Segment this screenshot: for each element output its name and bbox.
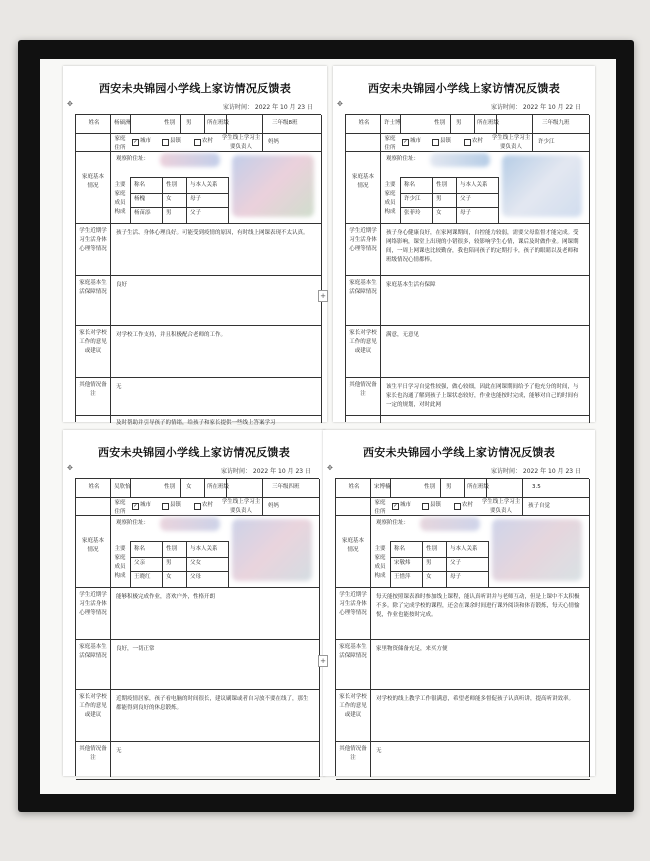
row-label: 家长对学校工作的意见或建议 [79, 330, 107, 354]
table-rule [130, 541, 228, 542]
family-basics-label: 家庭基本情况 [351, 174, 374, 189]
student-label: 姓名 [348, 484, 360, 490]
table-rule [110, 115, 111, 423]
table-rule [346, 377, 590, 378]
member-header: 性别 [166, 182, 178, 188]
student-label: 姓名 [358, 120, 370, 126]
table-rule [390, 541, 391, 587]
table-rule [180, 115, 181, 133]
member-header: 称名 [394, 546, 406, 552]
gender-label: 性别 [164, 484, 176, 490]
table-rule [336, 587, 590, 588]
gender-value: 女 [186, 484, 192, 490]
guardian-label: 学生线上学习主要负责人 [491, 135, 531, 150]
member-header: 性别 [426, 546, 438, 552]
table-rule [262, 133, 263, 151]
add-column-button[interactable]: + [318, 290, 328, 302]
class-label: 所在班级 [207, 120, 230, 126]
member-cell: 父子 [450, 560, 462, 566]
table-rule [76, 639, 320, 640]
row-label: 家长对学校工作的意见或建议 [79, 694, 107, 718]
guardian-value: 孩子自觉 [528, 503, 551, 509]
blurred-address [160, 153, 220, 167]
residence-option: 农村 [462, 502, 474, 508]
residence-checkbox[interactable] [194, 139, 201, 146]
gender-value: 男 [446, 484, 452, 490]
table-rule [522, 497, 523, 515]
table-move-handle[interactable]: ✥ [67, 100, 73, 108]
form-title: 西安未央锦园小学线上家访情况反馈表 [97, 446, 291, 459]
table-rule [130, 541, 131, 587]
visit-date: 家访时间： 2022 年 10 月 23 日 [223, 104, 313, 111]
member-cell: 父女 [190, 560, 202, 566]
student-label: 姓名 [88, 484, 100, 490]
guardian-value: 妈妈 [268, 503, 280, 509]
gender-label: 性别 [424, 484, 436, 490]
member-header: 性别 [166, 546, 178, 552]
blurred-photo [492, 519, 582, 581]
row-label: 家庭基本生活保障情况 [79, 280, 107, 295]
residence-option: 县镇 [170, 138, 182, 144]
row-text: 孩子生活、身体心理良好。可能受到疫情的原因，有时线上网课表现不太认真。 [116, 230, 309, 236]
table-rule [76, 779, 320, 780]
table-rule [76, 497, 320, 498]
residence-option: 县镇 [170, 502, 182, 508]
row-label: 家长对学校工作的意见或建议 [349, 330, 377, 354]
row-text: 对学校的线上教学工作很满意，希望老师能多督促孩子认真听讲，提高听讲效率。 [376, 696, 575, 702]
student-name: 许士博 [384, 120, 401, 126]
student-name: 吴欣怡 [114, 484, 131, 490]
table-rule [336, 639, 590, 640]
member-cell: 男 [166, 560, 172, 566]
member-cell: 杨苗添 [134, 210, 151, 216]
student-name: 宋博楠 [374, 484, 391, 490]
table-rule [474, 115, 475, 133]
table-rule [422, 541, 423, 587]
family-members-label: 主要家庭成员构成 [384, 182, 396, 215]
observer-line: 观察阶住址： [376, 520, 410, 526]
family-basics-label: 家庭基本情况 [341, 538, 364, 553]
visit-date: 家访时间： 2022 年 10 月 22 日 [491, 104, 581, 111]
table-rule [446, 541, 447, 587]
residence-checkbox[interactable]: ✓ [393, 503, 398, 509]
residence-checkbox[interactable]: ✓ [133, 139, 138, 145]
table-rule [336, 779, 590, 780]
table-rule [228, 177, 229, 223]
row-text: 能够积极完成作业，喜欢户外，性格开朗 [116, 594, 216, 600]
row-label: 其他情况备注 [349, 382, 377, 397]
residence-checkbox[interactable] [422, 503, 429, 510]
table-rule [370, 479, 371, 777]
row-label: 其他情况备注 [79, 382, 107, 397]
class-value: 三年级四班 [272, 484, 300, 490]
member-header: 与本人关系 [450, 546, 478, 552]
residence-option: 县镇 [440, 138, 452, 144]
member-header: 与本人关系 [190, 546, 218, 552]
member-cell: 女 [166, 196, 172, 202]
blurred-photo [502, 155, 582, 217]
table-rule [522, 479, 523, 497]
footer-text: 及时帮助并引导孩子的情绪，给孩子和家长提供一些线上答案学习 [116, 420, 276, 426]
family-members-label: 主要家庭成员构成 [114, 546, 126, 579]
table-rule [204, 479, 205, 497]
table-rule [390, 541, 488, 542]
member-cell: 父子 [190, 210, 202, 216]
blurred-address [420, 517, 480, 531]
residence-checkbox[interactable]: ✓ [403, 139, 408, 145]
row-label: 家庭基本生活保障情况 [339, 644, 367, 659]
residence-option: 县镇 [430, 502, 442, 508]
table-rule [400, 207, 498, 208]
member-cell: 男 [166, 210, 172, 216]
table-rule [400, 177, 498, 178]
table-rule [162, 541, 163, 587]
guardian-label: 学生线上学习主要负责人 [221, 499, 261, 514]
row-text: 无 [376, 748, 382, 754]
form-title: 西安未央锦园小学线上家访情况反馈表 [98, 82, 292, 95]
member-header: 与本人关系 [460, 182, 488, 188]
row-label: 家庭基本生活保障情况 [79, 644, 107, 659]
row-text: 近期疫情居家，孩子看电脑的时间很长，建议刷课或者自习放不要在线了，那生都能得到良好的休息锻炼。 [116, 696, 309, 711]
table-rule [130, 193, 228, 194]
residence-checkbox[interactable]: ✓ [133, 503, 138, 509]
residence-option: 农村 [202, 138, 214, 144]
member-cell: 母子 [190, 196, 202, 202]
table-rule [130, 177, 131, 223]
table-rule [319, 479, 320, 777]
table-rule [390, 571, 488, 572]
member-cell: 张菲玲 [404, 210, 421, 216]
table-rule [130, 557, 228, 558]
form-sheet [333, 66, 595, 422]
table-rule [180, 479, 181, 497]
residence-label: 家庭住所 [384, 136, 396, 151]
table-rule [321, 115, 322, 423]
table-rule [186, 541, 187, 587]
residence-label: 家庭住所 [374, 500, 386, 515]
table-rule [464, 479, 465, 497]
gender-label: 性别 [434, 120, 446, 126]
table-rule [336, 497, 590, 498]
row-text: 每天能按照课表准时参加线上课程，能认真听讲并与老师互动，但是上课中不太积极不多。除了完成学校的课程，还会在课余时间进行课外阅读和体育锻炼，每天心情愉悦，作业也能按时完成。 [376, 594, 580, 618]
table-rule [346, 415, 590, 416]
table-rule [186, 177, 187, 223]
guardian-label: 学生线上学习主要负责人 [481, 499, 521, 514]
table-rule [76, 133, 322, 134]
residence-option: 城市 [400, 502, 412, 508]
member-header: 性别 [436, 182, 448, 188]
residence-option: 城市 [410, 138, 422, 144]
table-rule [380, 115, 381, 423]
member-cell: 男 [436, 196, 442, 202]
family-basics-label: 家庭基本情况 [81, 174, 104, 189]
row-text: 无 [116, 384, 122, 390]
row-text: 家里物资储备充足，来买方便 [376, 646, 448, 652]
class-label: 所在班级 [467, 484, 490, 490]
table-rule [450, 115, 451, 133]
table-rule [262, 479, 263, 497]
table-rule [589, 115, 590, 423]
table-rule [228, 541, 229, 587]
member-cell: 父亲 [134, 560, 146, 566]
table-rule [346, 133, 590, 134]
blurred-address [430, 153, 490, 167]
table-rule [76, 415, 322, 416]
table-move-handle[interactable]: ✥ [67, 464, 73, 472]
member-cell: 女 [166, 574, 172, 580]
table-rule [76, 223, 322, 224]
table-rule [76, 275, 322, 276]
residence-option: 农村 [472, 138, 484, 144]
member-header: 称名 [134, 546, 146, 552]
form-title: 西安未央锦园小学线上家访情况反馈表 [362, 446, 556, 459]
visit-date: 家访时间： 2022 年 10 月 23 日 [491, 468, 581, 475]
member-header: 称名 [134, 182, 146, 188]
member-cell: 父子 [460, 196, 472, 202]
member-cell: 女 [436, 210, 442, 216]
table-rule [532, 115, 533, 133]
member-cell: 宋敬炜 [394, 560, 411, 566]
form-title: 西安未央锦园小学线上家访情况反馈表 [367, 82, 561, 95]
table-rule [130, 177, 228, 178]
row-label: 学生近期学习生活身体心理等情况 [79, 228, 107, 252]
residence-option: 城市 [140, 502, 152, 508]
residence-checkbox[interactable] [162, 139, 169, 146]
residence-checkbox[interactable] [432, 139, 439, 146]
row-label: 学生近期学习生活身体心理等情况 [339, 592, 367, 616]
guardian-value: 许少江 [538, 139, 555, 145]
row-label: 家庭基本生活保障情况 [349, 280, 377, 295]
class-label: 所在班级 [477, 120, 500, 126]
table-rule [76, 689, 320, 690]
class-label: 所在班级 [207, 484, 230, 490]
blurred-address [160, 517, 220, 531]
residence-label: 家庭住所 [114, 500, 126, 515]
residence-checkbox[interactable] [162, 503, 169, 510]
table-rule [336, 689, 590, 690]
member-cell: 女 [426, 574, 432, 580]
row-text: 孩子身心健康良好，在家网课期间，自控能力较弱，需要父母监督才能完成。受网络影响，课堂上出现的小错很多，较影响学生心情，课后及时做作业。网课期间，一周上网课也比较勤奋，我也陪同孩子的定期打卡，孩子的眼睛以及老师和班级情况心情都棒。 [386, 230, 579, 263]
table-rule [76, 587, 320, 588]
table-rule [262, 115, 263, 133]
row-text: 满意，无意见 [386, 332, 420, 338]
table-rule [390, 557, 488, 558]
family-members-label: 主要家庭成员构成 [114, 182, 126, 215]
table-rule [488, 541, 489, 587]
member-cell: 男 [426, 560, 432, 566]
table-rule [400, 193, 498, 194]
class-value: 三年级8班 [272, 120, 298, 126]
table-rule [76, 325, 322, 326]
residence-checkbox[interactable] [194, 503, 201, 510]
family-members-label: 主要家庭成员构成 [374, 546, 386, 579]
row-label: 家长对学校工作的意见或建议 [339, 694, 367, 718]
feedback-table [75, 114, 321, 426]
member-header: 与本人关系 [190, 182, 218, 188]
feedback-table [345, 114, 589, 422]
row-label: 其他情况备注 [79, 746, 107, 761]
feedback-table [75, 478, 319, 776]
residence-option: 城市 [140, 138, 152, 144]
table-rule [336, 741, 590, 742]
residence-checkbox[interactable] [464, 139, 471, 146]
member-cell: 王惜萍 [394, 574, 411, 580]
guardian-value: 妈妈 [268, 139, 280, 145]
row-label: 学生近期学习生活身体心理等情况 [349, 228, 377, 252]
residence-checkbox[interactable] [454, 503, 461, 510]
gender-value: 男 [456, 120, 462, 126]
member-cell: 王晓红 [134, 574, 151, 580]
gender-label: 性别 [164, 120, 176, 126]
guardian-label: 学生线上学习主要负责人 [221, 135, 261, 150]
table-rule [432, 177, 433, 223]
family-basics-label: 家庭基本情况 [81, 538, 104, 553]
member-header: 称名 [404, 182, 416, 188]
row-label: 其他情况备注 [339, 746, 367, 761]
row-text: 该生平日学习自觉性较强，做心较细，因此在网课期间给予了他充分的时间，与家长也沟通了解到孩子上课状态较好，作业也能按时完成，能够对自己的时间有一定的规划，对时此网 [386, 384, 579, 408]
table-rule [440, 479, 441, 497]
class-value: 3.5 [532, 484, 541, 490]
table-move-handle[interactable]: ✥ [337, 100, 343, 108]
table-rule [262, 497, 263, 515]
table-rule [76, 377, 322, 378]
member-cell: 父母 [190, 574, 202, 580]
row-text: 无 [116, 748, 122, 754]
blurred-photo [232, 519, 312, 581]
row-text: 良好，一切正常 [116, 646, 155, 652]
feedback-table [335, 478, 589, 776]
member-cell: 杨槐 [134, 196, 146, 202]
visit-date: 家访时间： 2022 年 10 月 23 日 [221, 468, 311, 475]
residence-label: 家庭住所 [114, 136, 126, 151]
table-rule [456, 177, 457, 223]
observer-line: 观察阶住址： [116, 156, 150, 162]
table-rule [346, 325, 590, 326]
member-cell: 母子 [450, 574, 462, 580]
member-cell: 母子 [460, 210, 472, 216]
table-rule [346, 275, 590, 276]
table-rule [162, 177, 163, 223]
form-sheet [323, 430, 595, 776]
row-text: 对学校工作支持，并且积极配合老师的工作。 [116, 332, 227, 338]
table-rule [110, 479, 111, 777]
table-rule [400, 177, 401, 223]
table-rule [130, 207, 228, 208]
gender-value: 男 [186, 120, 192, 126]
row-text: 良好 [116, 282, 128, 288]
table-rule [589, 479, 590, 777]
residence-option: 农村 [202, 502, 214, 508]
table-rule [204, 115, 205, 133]
form-sheet [63, 66, 327, 426]
observer-line: 观察阶住址： [116, 520, 150, 526]
student-label: 姓名 [88, 120, 100, 126]
row-label: 学生近期学习生活身体心理等情况 [79, 592, 107, 616]
row-text: 家庭基本生活有保障 [386, 282, 436, 288]
form-sheet [63, 430, 325, 776]
table-rule [76, 741, 320, 742]
member-cell: 许少江 [404, 196, 421, 202]
table-move-handle[interactable]: ✥ [327, 464, 333, 472]
student-name: 杨硕洲 [114, 120, 131, 126]
table-rule [498, 177, 499, 223]
table-rule [532, 133, 533, 151]
class-value: 三年级九班 [542, 120, 570, 126]
table-rule [346, 223, 590, 224]
table-rule [130, 571, 228, 572]
blurred-photo [232, 155, 314, 217]
observer-line: 观察阶住址： [386, 156, 420, 162]
add-column-button[interactable]: + [318, 655, 328, 667]
